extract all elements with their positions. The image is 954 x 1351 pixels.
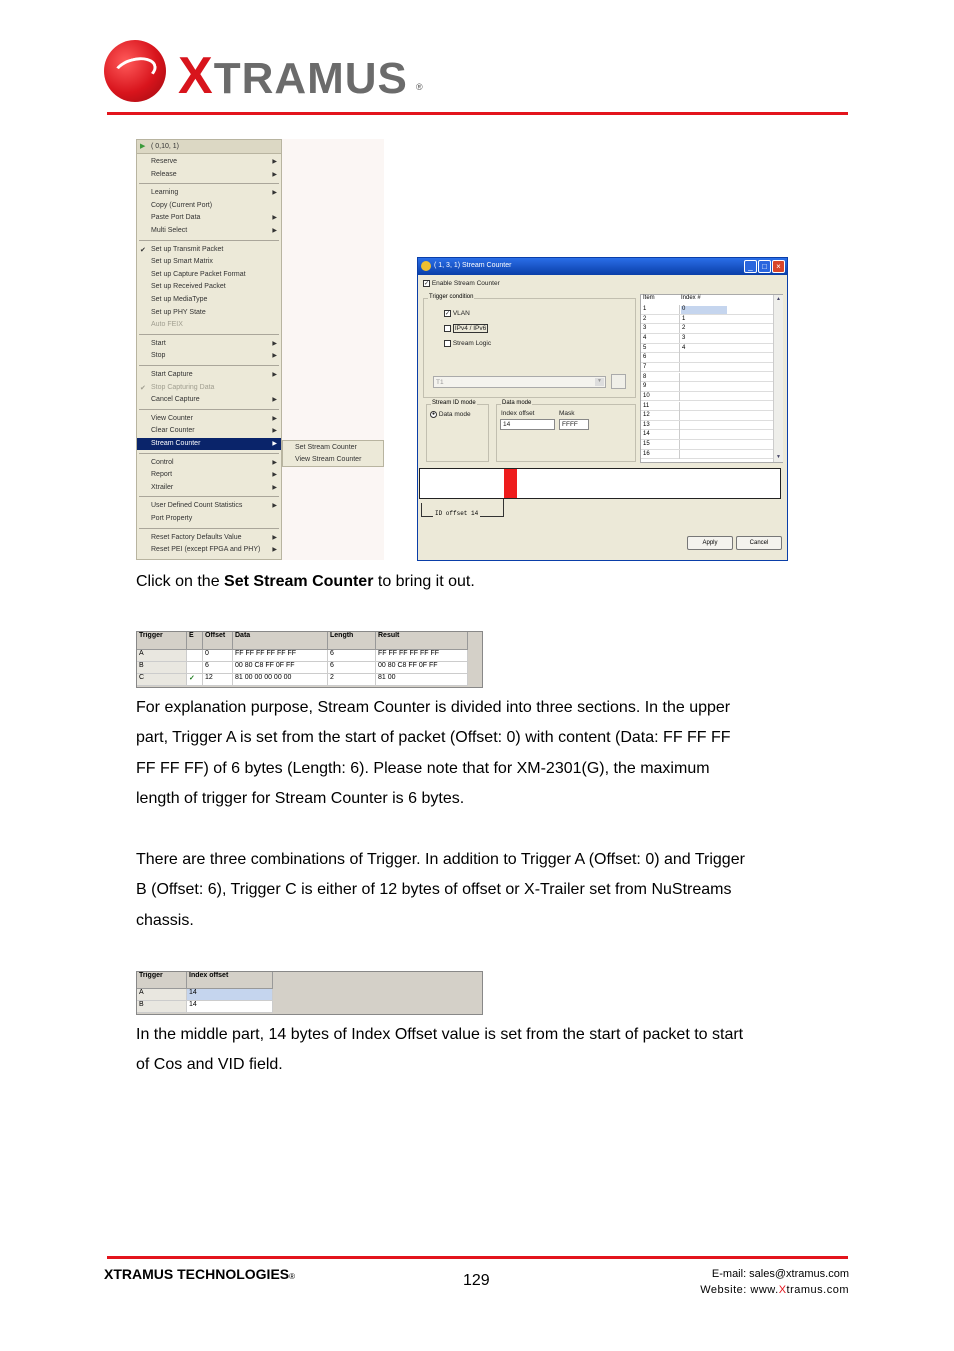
menu-item[interactable]: Set up Capture Packet Format xyxy=(151,270,246,278)
checkbox-icon xyxy=(444,325,451,332)
footer-company: XTRAMUS TECHNOLOGIES® xyxy=(104,1266,296,1282)
table-cell-index xyxy=(681,431,727,439)
table-cell-index xyxy=(681,441,727,449)
cancel-button[interactable]: Cancel xyxy=(736,536,782,550)
menu-header: ▶ ( 0,10, 1) xyxy=(137,140,281,154)
data-mode-label: Data mode xyxy=(502,400,532,406)
menu-item[interactable]: Stream Counter ▶ xyxy=(137,438,281,450)
column-divider xyxy=(679,411,680,420)
footer-rule xyxy=(107,1256,848,1259)
table-cell-item: 8 xyxy=(643,373,647,380)
stream-logic-checkbox[interactable]: Stream Logic xyxy=(444,340,491,347)
menu-item[interactable]: Start ▶ xyxy=(151,339,277,347)
table-cell: B xyxy=(137,1001,187,1013)
table-row[interactable] xyxy=(641,450,773,460)
table-cell-index xyxy=(681,393,727,401)
play-icon: ▶ xyxy=(140,143,146,150)
stream-counter-submenu xyxy=(282,440,384,467)
table-cell[interactable]: 00 80 C8 FF 0F FF xyxy=(376,662,468,674)
submenu-arrow-icon: ▶ xyxy=(272,484,277,491)
column-divider xyxy=(679,440,680,449)
table-cell-index xyxy=(681,403,727,411)
table-cell: A xyxy=(137,650,187,662)
table-row[interactable] xyxy=(641,353,773,363)
menu-item[interactable]: Port Property xyxy=(151,515,193,522)
table-row[interactable] xyxy=(641,440,773,450)
menu-item[interactable]: Set up PHY State xyxy=(151,308,206,316)
submenu-arrow-icon: ▶ xyxy=(272,372,277,378)
chevron-down-icon: ▼ xyxy=(595,378,604,386)
maximize-icon[interactable]: □ xyxy=(758,260,771,273)
index-offset-label: Index offset xyxy=(501,410,535,417)
data-mode-radio[interactable]: ● Data mode xyxy=(431,411,471,419)
menu-separator xyxy=(139,409,279,410)
menu-item[interactable]: Stop Capturing Data ✔ xyxy=(140,383,215,392)
table-cell[interactable]: 6 xyxy=(203,662,233,674)
submenu-arrow-icon: ▶ xyxy=(272,534,277,541)
menu-item[interactable]: Set up Received Packet xyxy=(151,283,226,291)
table-cell[interactable]: 0 xyxy=(203,650,233,662)
offset-caption: ID offset 14 xyxy=(435,510,479,517)
table-header: Data xyxy=(233,632,328,650)
trigger-condition-label: Trigger condition xyxy=(429,294,474,300)
table-row[interactable] xyxy=(641,324,773,334)
table-row[interactable] xyxy=(641,363,773,373)
mask-label: Mask xyxy=(559,410,575,417)
table-header: Offset xyxy=(203,632,233,650)
table-header: Trigger xyxy=(137,632,187,650)
column-divider xyxy=(679,402,680,411)
table-row[interactable] xyxy=(641,402,773,412)
column-divider xyxy=(679,392,680,401)
submenu-arrow-icon: ▶ xyxy=(272,428,277,435)
submenu-arrow-icon: ▶ xyxy=(272,171,277,178)
column-divider xyxy=(679,344,680,353)
submenu-arrow-icon: ▶ xyxy=(272,415,277,422)
table-cell-item: 12 xyxy=(643,412,650,419)
menu-item[interactable]: Stop ▶ xyxy=(151,352,277,360)
submenu-set-stream-counter[interactable]: Set Stream Counter xyxy=(295,444,357,451)
table-cell-item: 6 xyxy=(643,354,647,361)
vlan-checkbox[interactable]: ✓ VLAN xyxy=(445,310,470,318)
enable-stream-counter[interactable]: ✓ Enable Stream Counter xyxy=(424,280,500,288)
apply-button[interactable]: Apply xyxy=(687,536,733,550)
menu-item[interactable]: Multi Select ▶ xyxy=(151,227,277,234)
para-middle-part: In the middle part, 14 bytes of Index Offset value is set from the start of packet to start of Cos and VID field. xyxy=(136,1026,744,1074)
header-rule xyxy=(107,112,848,115)
table-cell-item: 2 xyxy=(643,315,647,322)
para-explanation: For explanation purpose, Stream Counter is divided into three sections. In the upper part, Trigger A is set from the start of packet (Offset: 0) with content (Data: FF FF FF FF FF FF) of 6 bytes (Length: 6). Please note that for XM-2301(G), the maximum length of trigger for Stream Counter is 6 bytes. xyxy=(136,699,731,808)
table-header: E xyxy=(187,632,203,650)
menu-separator xyxy=(139,528,279,529)
checkbox-icon: ✓ xyxy=(445,311,451,317)
submenu-arrow-icon: ▶ xyxy=(272,472,277,479)
submenu-arrow-icon: ▶ xyxy=(272,353,277,360)
chevron-down-icon: ▼ xyxy=(776,454,781,460)
column-divider xyxy=(679,324,680,333)
table-cell-index xyxy=(681,383,727,391)
table-cell-index: 1 xyxy=(682,315,686,322)
submenu-arrow-icon: ▶ xyxy=(272,159,277,165)
table-cell[interactable]: 14 xyxy=(187,989,273,1001)
app-icon xyxy=(421,261,431,271)
footer-email[interactable]: E-mail: sales@xtramus.com xyxy=(711,1268,849,1280)
stream-id-mode-group xyxy=(426,400,489,462)
index-offset-input[interactable]: 14 xyxy=(500,419,555,430)
table-cell-item: 7 xyxy=(643,363,647,370)
submenu-arrow-icon: ▶ xyxy=(272,547,277,554)
table-row[interactable] xyxy=(641,373,773,383)
table-cell-item: 4 xyxy=(643,334,647,341)
logo-reg: ® xyxy=(416,82,423,92)
table-row[interactable] xyxy=(641,315,773,325)
table-row[interactable] xyxy=(641,411,773,421)
table-cell[interactable]: 81 00 00 00 00 00 xyxy=(233,674,328,686)
packet-preview xyxy=(419,468,781,499)
menu-separator xyxy=(139,365,279,366)
column-divider xyxy=(679,421,680,430)
table-cell-index xyxy=(681,412,727,420)
table-header: Index offset xyxy=(187,972,273,989)
submenu-arrow-icon: ▶ xyxy=(272,503,277,510)
table-header: Length xyxy=(328,632,376,650)
trigger-table xyxy=(136,631,483,688)
ipv4v6-checkbox[interactable]: IPv4 / IPv6 xyxy=(444,325,488,332)
table-cell-item: 11 xyxy=(643,402,650,409)
column-divider xyxy=(679,353,680,362)
menu-item[interactable]: Start Capture ▶ xyxy=(151,371,277,378)
footer-website[interactable]: Website: www.Xtramus.com xyxy=(700,1284,849,1296)
table-cell-index xyxy=(681,374,727,382)
table-scrollbar[interactable] xyxy=(773,295,783,462)
menu-separator xyxy=(139,240,279,241)
menu-item[interactable]: Report ▶ xyxy=(151,471,277,479)
close-icon[interactable]: × xyxy=(772,260,785,273)
table-header-item: Item xyxy=(643,295,655,301)
table-cell-item: 15 xyxy=(643,441,650,448)
table-cell[interactable]: 6 xyxy=(328,662,376,674)
menu-item[interactable]: Set up Transmit Packet ✔ xyxy=(140,245,224,254)
column-divider xyxy=(679,305,680,314)
table-cell-item: 1 xyxy=(643,306,647,312)
table-cell-index xyxy=(681,422,727,430)
data-mode-group xyxy=(496,400,636,462)
table-cell-item: 5 xyxy=(643,344,647,351)
table-cell-index xyxy=(681,354,727,362)
submenu-arrow-icon: ▶ xyxy=(272,459,277,466)
table-row[interactable] xyxy=(641,305,773,315)
table-cell-index: 0 xyxy=(681,306,727,314)
menu-item[interactable]: User Defined Count Statistics ▶ xyxy=(151,502,277,510)
table-cell: A xyxy=(137,989,187,1001)
page-number: 129 xyxy=(463,1272,490,1289)
table-header: Trigger xyxy=(137,972,187,989)
context-menu xyxy=(136,139,282,560)
menu-item[interactable]: Xtrailer ▶ xyxy=(151,483,277,491)
menu-item[interactable]: Set up Smart Matrix xyxy=(151,258,213,266)
combo-action-button[interactable] xyxy=(611,374,626,389)
menu-item[interactable]: Control ▶ xyxy=(151,458,277,466)
submenu-view-stream-counter[interactable]: View Stream Counter xyxy=(295,456,362,463)
table-row[interactable] xyxy=(641,344,773,354)
menu-separator xyxy=(139,453,279,454)
table-cell: C xyxy=(137,674,187,686)
submenu-arrow-icon: ▶ xyxy=(272,441,277,447)
para-click-instruction: Click on the Set Stream Counter to bring it out. xyxy=(136,573,475,590)
table-cell-index xyxy=(681,451,727,459)
table-cell-index: 4 xyxy=(682,344,686,351)
table-cell[interactable]: 12 xyxy=(203,674,233,686)
table-cell-item: 14 xyxy=(643,431,650,438)
table-cell-index xyxy=(681,364,727,372)
menu-separator xyxy=(139,496,279,497)
table-cell-item: 3 xyxy=(643,325,647,332)
table-cell[interactable] xyxy=(187,662,203,674)
menu-item[interactable]: Reset Factory Defaults Value ▶ xyxy=(151,533,277,541)
table-cell[interactable]: 14 xyxy=(187,1001,273,1013)
dialog-titlebar: ( 1, 3, 1) Stream Counter _ □ × xyxy=(418,258,787,275)
table-row[interactable] xyxy=(641,382,773,392)
radio-icon: ● xyxy=(431,411,436,417)
table-row[interactable] xyxy=(641,421,773,431)
chevron-up-icon: ▲ xyxy=(776,296,781,302)
stream-id-mode-label: Stream ID mode xyxy=(432,400,476,406)
table-cell-item: 10 xyxy=(643,392,650,399)
menu-item[interactable]: Learning ▶ xyxy=(151,189,277,197)
check-icon: ✔ xyxy=(140,246,146,254)
column-divider xyxy=(679,334,680,343)
table-cell[interactable] xyxy=(187,650,203,662)
column-divider xyxy=(679,450,680,459)
column-divider xyxy=(679,315,680,324)
table-row[interactable] xyxy=(641,392,773,402)
logo-text: XTRAMUS xyxy=(178,47,408,105)
table-cell-item: 16 xyxy=(643,450,650,457)
submenu-arrow-icon: ▶ xyxy=(272,215,277,222)
table-cell-index: 3 xyxy=(682,334,686,341)
submenu-arrow-icon: ▶ xyxy=(272,190,277,197)
submenu-arrow-icon: ▶ xyxy=(272,228,277,234)
column-divider xyxy=(679,373,680,382)
checkbox-icon xyxy=(444,340,451,347)
menu-item[interactable]: Copy (Current Port) xyxy=(151,201,213,209)
offset-bracket-right xyxy=(503,499,504,517)
menu-item[interactable]: View Counter ▶ xyxy=(151,414,277,422)
menu-item[interactable]: Set up MediaType xyxy=(151,296,208,303)
table-cell[interactable]: FF FF FF FF FF FF xyxy=(376,650,468,662)
trigger-combo[interactable]: T1 ▼ xyxy=(433,376,606,388)
checkbox-icon: ✓ xyxy=(424,281,430,287)
table-cell-item: 13 xyxy=(643,421,650,428)
index-table xyxy=(640,294,783,463)
table-row[interactable] xyxy=(641,334,773,344)
menu-item[interactable]: Reset PEI (except FPGA and PHY) ▶ xyxy=(151,546,277,554)
table-cell[interactable]: ✓ xyxy=(187,674,203,686)
para-combinations: There are three combinations of Trigger. In addition to Trigger A (Offset: 0) and Trigger B (Offset: 6), Trigger C is either of 12 bytes of offset or X-Trailer set from NuStreams chassis. xyxy=(136,851,745,929)
column-divider xyxy=(679,363,680,372)
mask-input[interactable]: FFFF xyxy=(559,419,589,430)
minimize-icon[interactable]: _ xyxy=(744,260,757,273)
table-cell: B xyxy=(137,662,187,674)
menu-item[interactable]: Clear Counter ▶ xyxy=(151,427,277,435)
menu-item[interactable]: Auto FEIX xyxy=(151,321,183,329)
index-offset-table xyxy=(136,971,483,1015)
menu-item[interactable]: Cancel Capture ▶ xyxy=(151,396,277,404)
table-cell[interactable]: FF FF FF FF FF FF xyxy=(233,650,328,662)
table-cell[interactable]: 81 00 xyxy=(376,674,468,686)
table-cell[interactable]: 00 80 C8 FF 0F FF xyxy=(233,662,328,674)
menu-item[interactable]: Release ▶ xyxy=(151,170,277,178)
offset-marker xyxy=(504,469,517,498)
table-cell-index: 2 xyxy=(682,325,686,332)
column-divider xyxy=(679,382,680,391)
submenu-arrow-icon: ▶ xyxy=(272,340,277,347)
check-icon: ✔ xyxy=(140,384,146,392)
table-cell[interactable]: 2 xyxy=(328,674,376,686)
column-divider xyxy=(679,430,680,439)
table-cell[interactable]: 6 xyxy=(328,650,376,662)
table-cell-item: 9 xyxy=(643,383,647,390)
menu-item[interactable]: Reserve ▶ xyxy=(151,158,277,165)
table-row[interactable] xyxy=(641,430,773,440)
menu-background xyxy=(282,139,384,560)
menu-item[interactable]: Paste Port Data ▶ xyxy=(151,214,277,222)
menu-separator xyxy=(139,183,279,184)
submenu-arrow-icon: ▶ xyxy=(272,397,277,404)
menu-separator xyxy=(139,334,279,335)
footer-contact xyxy=(700,1266,849,1298)
table-header: Result xyxy=(376,632,468,650)
table-header-index: Index # xyxy=(681,295,701,301)
